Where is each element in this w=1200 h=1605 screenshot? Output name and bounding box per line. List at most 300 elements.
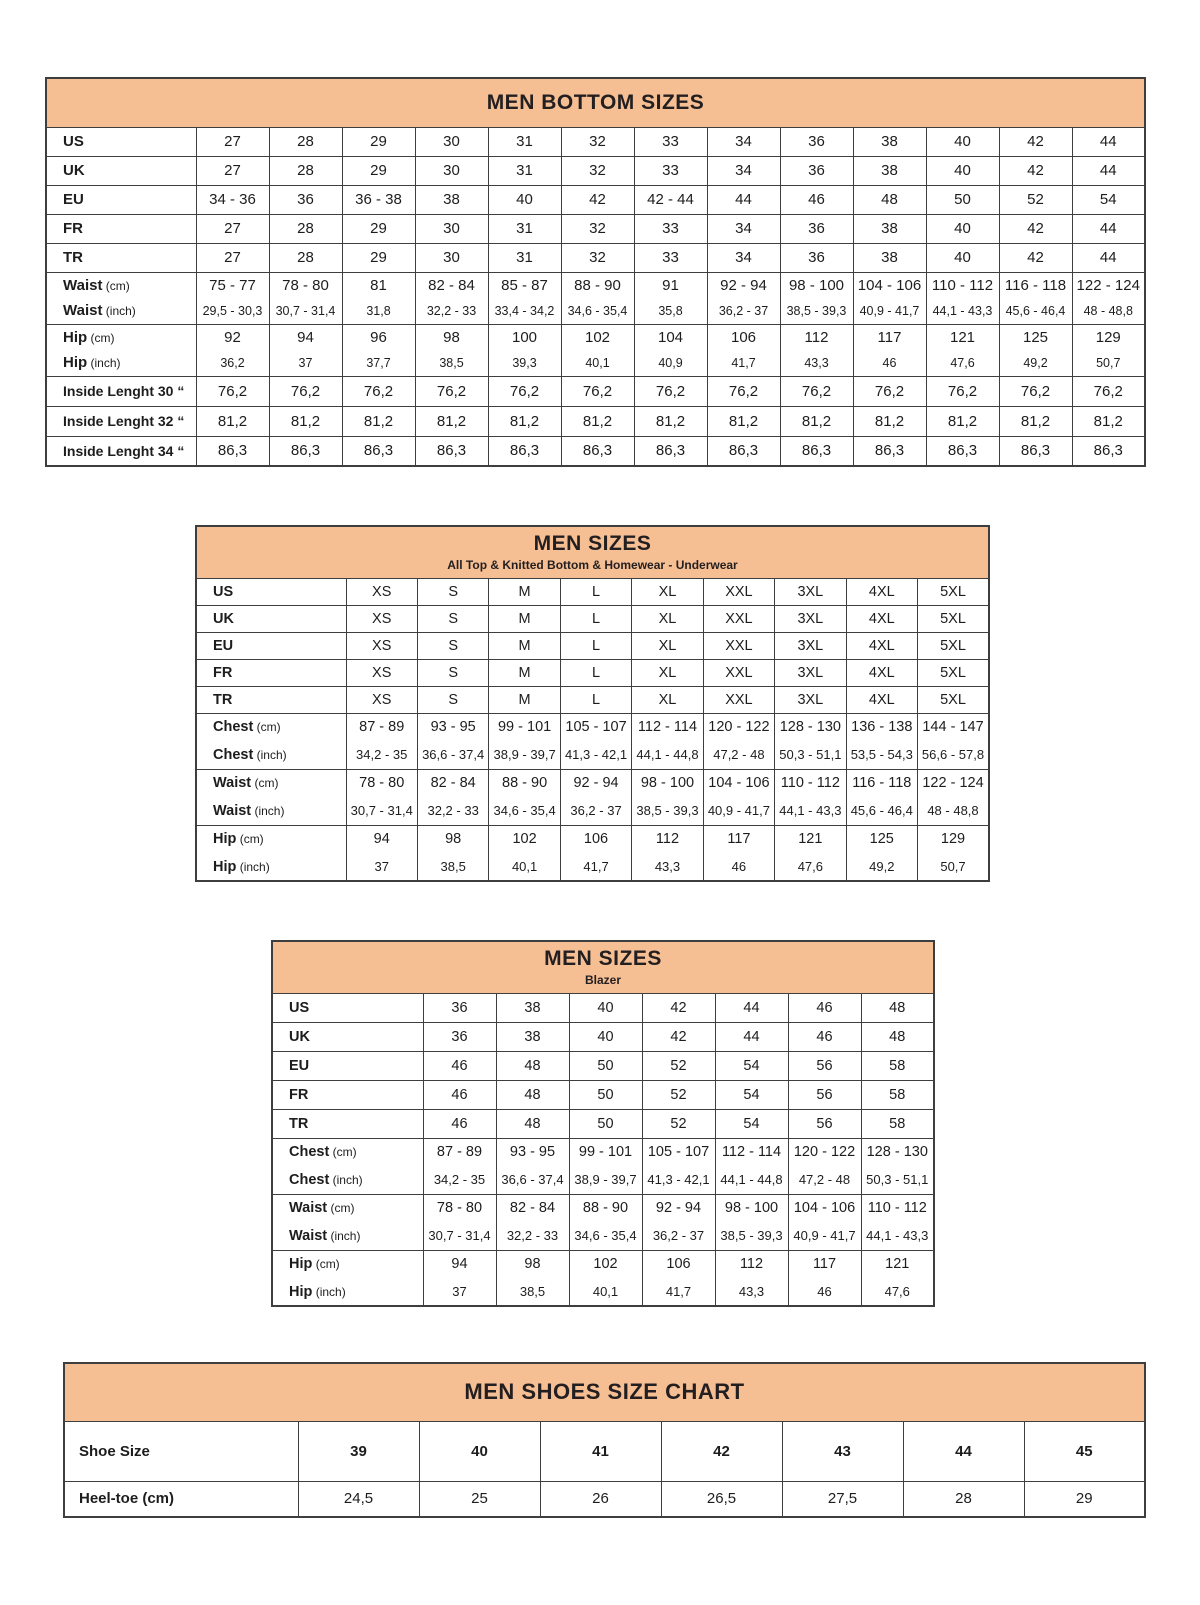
value-cell: 86,3: [1072, 436, 1145, 466]
table-row: [272, 1250, 934, 1278]
value-cell: 86,3: [196, 436, 269, 466]
value-cell: 76,2: [634, 376, 707, 406]
value-cell: 29: [342, 127, 415, 156]
value-cell: 129: [1072, 324, 1145, 350]
value-cell: 30,7 - 31,4: [346, 797, 417, 825]
value-cell: 81,2: [999, 406, 1072, 436]
value-cell: 46: [423, 1051, 496, 1080]
value-cell: 40,1: [561, 350, 634, 376]
value-cell: 44,1 - 43,3: [926, 298, 999, 324]
value-cell: 37: [423, 1278, 496, 1306]
value-cell: 46: [423, 1109, 496, 1138]
value-cell: M: [489, 632, 560, 659]
row-label: Chest (inch): [196, 741, 346, 769]
value-cell: 37: [269, 350, 342, 376]
value-cell: XXL: [703, 686, 774, 713]
value-cell: 86,3: [999, 436, 1072, 466]
value-cell: L: [560, 578, 631, 605]
row-label: Waist (inch): [272, 1222, 423, 1250]
value-cell: 87 - 89: [423, 1138, 496, 1166]
value-cell: 86,3: [488, 436, 561, 466]
value-cell: 30: [415, 127, 488, 156]
value-cell: 36: [780, 156, 853, 185]
table-row: [196, 605, 989, 632]
value-cell: 81,2: [780, 406, 853, 436]
value-cell: S: [417, 659, 488, 686]
value-cell: XL: [632, 578, 703, 605]
row-label: Heel-toe (cm): [64, 1481, 298, 1517]
value-cell: 98 - 100: [780, 272, 853, 298]
value-cell: 47,2 - 48: [788, 1166, 861, 1194]
value-cell: 32: [561, 127, 634, 156]
value-cell: 58: [861, 1109, 934, 1138]
value-cell: 3XL: [775, 632, 846, 659]
value-cell: XXL: [703, 578, 774, 605]
value-cell: 110 - 112: [775, 769, 846, 797]
value-cell: 38,9 - 39,7: [489, 741, 560, 769]
value-cell: 76,2: [561, 376, 634, 406]
value-cell: M: [489, 578, 560, 605]
value-cell: 40: [569, 993, 642, 1022]
value-cell: 4XL: [846, 686, 917, 713]
value-cell: L: [560, 686, 631, 713]
value-cell: 41,3 - 42,1: [642, 1166, 715, 1194]
value-cell: 44: [1072, 156, 1145, 185]
value-cell: 46: [423, 1080, 496, 1109]
value-cell: 112: [715, 1250, 788, 1278]
row-label: Chest (inch): [272, 1166, 423, 1194]
value-cell: XXL: [703, 659, 774, 686]
value-cell: 102: [561, 324, 634, 350]
table-row: [64, 1421, 1145, 1481]
value-cell: 36,2 - 37: [560, 797, 631, 825]
value-cell: 82 - 84: [496, 1194, 569, 1222]
value-cell: 93 - 95: [417, 713, 488, 741]
value-cell: 86,3: [561, 436, 634, 466]
table-header-row: [64, 1363, 1145, 1421]
table-row: [196, 825, 989, 853]
table-subtitle: All Top & Knitted Bottom & Homewear - Underwear: [447, 558, 738, 573]
value-cell: 36: [423, 1022, 496, 1051]
value-cell: 136 - 138: [846, 713, 917, 741]
table-row: [272, 1222, 934, 1250]
value-cell: 110 - 112: [861, 1194, 934, 1222]
row-label: Chest (cm): [196, 713, 346, 741]
value-cell: 50,3 - 51,1: [861, 1166, 934, 1194]
table-title: MEN SHOES SIZE CHART: [464, 1379, 745, 1405]
value-cell: 86,3: [780, 436, 853, 466]
row-label: Waist (cm): [272, 1194, 423, 1222]
value-cell: 34,6 - 35,4: [489, 797, 560, 825]
value-cell: 120 - 122: [788, 1138, 861, 1166]
value-cell: 38: [496, 1022, 569, 1051]
value-cell: 49,2: [846, 853, 917, 881]
value-cell: 28: [269, 156, 342, 185]
value-cell: 42: [999, 127, 1072, 156]
value-cell: 92: [196, 324, 269, 350]
value-cell: 36,2: [196, 350, 269, 376]
row-label: Shoe Size: [64, 1421, 298, 1481]
value-cell: 122 - 124: [918, 769, 990, 797]
value-cell: 28: [903, 1481, 1024, 1517]
value-cell: 43,3: [715, 1278, 788, 1306]
value-cell: XS: [346, 659, 417, 686]
value-cell: 81,2: [707, 406, 780, 436]
value-cell: 112 - 114: [715, 1138, 788, 1166]
value-cell: 38,5: [417, 853, 488, 881]
value-cell: 32: [561, 156, 634, 185]
value-cell: 43: [782, 1421, 903, 1481]
value-cell: XL: [632, 659, 703, 686]
value-cell: 44,1 - 43,3: [775, 797, 846, 825]
men-top-sizes-table: [195, 525, 990, 882]
value-cell: 36,6 - 37,4: [496, 1166, 569, 1194]
row-label: Chest (cm): [272, 1138, 423, 1166]
value-cell: 82 - 84: [417, 769, 488, 797]
value-cell: 48: [861, 1022, 934, 1051]
value-cell: 104: [634, 324, 707, 350]
value-cell: 40,1: [489, 853, 560, 881]
value-cell: 104 - 106: [853, 272, 926, 298]
value-cell: 44: [715, 1022, 788, 1051]
value-cell: 31: [488, 214, 561, 243]
row-label: Hip (cm): [272, 1250, 423, 1278]
value-cell: 92 - 94: [642, 1194, 715, 1222]
value-cell: S: [417, 632, 488, 659]
table-row: [272, 1109, 934, 1138]
value-cell: 81,2: [853, 406, 926, 436]
value-cell: 50: [569, 1109, 642, 1138]
value-cell: 100: [488, 324, 561, 350]
value-cell: 105 - 107: [560, 713, 631, 741]
table-row: [196, 769, 989, 797]
row-label: Waist (cm): [196, 769, 346, 797]
value-cell: 44,1 - 44,8: [632, 741, 703, 769]
value-cell: 5XL: [918, 659, 990, 686]
value-cell: 36,2 - 37: [707, 298, 780, 324]
value-cell: 47,6: [926, 350, 999, 376]
value-cell: 76,2: [926, 376, 999, 406]
value-cell: 99 - 101: [489, 713, 560, 741]
value-cell: 38,5 - 39,3: [780, 298, 853, 324]
value-cell: 36,2 - 37: [642, 1222, 715, 1250]
value-cell: 42: [999, 243, 1072, 272]
value-cell: 38: [853, 127, 926, 156]
value-cell: 47,2 - 48: [703, 741, 774, 769]
value-cell: 31: [488, 243, 561, 272]
row-label: UK: [196, 605, 346, 632]
value-cell: 92 - 94: [707, 272, 780, 298]
table-row: [272, 1278, 934, 1306]
value-cell: 81,2: [561, 406, 634, 436]
value-cell: 128 - 130: [861, 1138, 934, 1166]
value-cell: 4XL: [846, 632, 917, 659]
table-header: [46, 78, 1145, 127]
row-label: US: [272, 993, 423, 1022]
value-cell: 98: [415, 324, 488, 350]
value-cell: 50: [569, 1051, 642, 1080]
value-cell: XS: [346, 686, 417, 713]
value-cell: 56: [788, 1051, 861, 1080]
value-cell: 50,7: [918, 853, 990, 881]
value-cell: 4XL: [846, 659, 917, 686]
value-cell: XS: [346, 605, 417, 632]
value-cell: 30,7 - 31,4: [269, 298, 342, 324]
value-cell: 33: [634, 127, 707, 156]
value-cell: 45,6 - 46,4: [999, 298, 1072, 324]
value-cell: 75 - 77: [196, 272, 269, 298]
value-cell: XL: [632, 632, 703, 659]
value-cell: 52: [642, 1109, 715, 1138]
value-cell: 81,2: [1072, 406, 1145, 436]
value-cell: 38: [853, 156, 926, 185]
value-cell: 46: [703, 853, 774, 881]
value-cell: 98 - 100: [632, 769, 703, 797]
value-cell: 40: [569, 1022, 642, 1051]
value-cell: 106: [707, 324, 780, 350]
table-row: [46, 272, 1145, 298]
value-cell: 32,2 - 33: [496, 1222, 569, 1250]
row-label: TR: [46, 243, 196, 272]
value-cell: 86,3: [634, 436, 707, 466]
table-title: MEN SIZES: [533, 532, 652, 556]
value-cell: 104 - 106: [788, 1194, 861, 1222]
value-cell: 36: [780, 243, 853, 272]
row-label: UK: [272, 1022, 423, 1051]
value-cell: 40,9: [634, 350, 707, 376]
value-cell: XL: [632, 686, 703, 713]
value-cell: 34: [707, 127, 780, 156]
value-cell: 28: [269, 243, 342, 272]
value-cell: 43,3: [632, 853, 703, 881]
value-cell: 41,3 - 42,1: [560, 741, 631, 769]
table-row: [272, 993, 934, 1022]
value-cell: 56: [788, 1080, 861, 1109]
table-row: [46, 406, 1145, 436]
value-cell: 48: [496, 1051, 569, 1080]
table-row: [196, 797, 989, 825]
value-cell: 27: [196, 243, 269, 272]
value-cell: 36: [423, 993, 496, 1022]
value-cell: 112: [632, 825, 703, 853]
value-cell: 44: [903, 1421, 1024, 1481]
table-row: [46, 214, 1145, 243]
table-header: [272, 941, 934, 993]
value-cell: 105 - 107: [642, 1138, 715, 1166]
value-cell: XXL: [703, 605, 774, 632]
value-cell: 52: [999, 185, 1072, 214]
value-cell: 33: [634, 156, 707, 185]
value-cell: 34,2 - 35: [346, 741, 417, 769]
value-cell: 120 - 122: [703, 713, 774, 741]
value-cell: 44,1 - 43,3: [861, 1222, 934, 1250]
value-cell: 44,1 - 44,8: [715, 1166, 788, 1194]
value-cell: 121: [775, 825, 846, 853]
value-cell: 43,3: [780, 350, 853, 376]
value-cell: 82 - 84: [415, 272, 488, 298]
value-cell: 32,2 - 33: [417, 797, 488, 825]
value-cell: 98: [496, 1250, 569, 1278]
value-cell: XXL: [703, 632, 774, 659]
value-cell: 50,3 - 51,1: [775, 741, 846, 769]
value-cell: 24,5: [298, 1481, 419, 1517]
value-cell: 5XL: [918, 578, 990, 605]
row-label: Hip (inch): [46, 350, 196, 376]
value-cell: 34,2 - 35: [423, 1166, 496, 1194]
value-cell: 38: [496, 993, 569, 1022]
value-cell: 3XL: [775, 605, 846, 632]
value-cell: 40,9 - 41,7: [703, 797, 774, 825]
row-label: FR: [196, 659, 346, 686]
value-cell: 54: [1072, 185, 1145, 214]
value-cell: 44: [707, 185, 780, 214]
value-cell: 38: [415, 185, 488, 214]
table-row: [196, 741, 989, 769]
value-cell: 26: [540, 1481, 661, 1517]
value-cell: 29: [342, 156, 415, 185]
value-cell: 76,2: [342, 376, 415, 406]
value-cell: XS: [346, 578, 417, 605]
value-cell: 42: [561, 185, 634, 214]
value-cell: 76,2: [269, 376, 342, 406]
value-cell: 144 - 147: [918, 713, 990, 741]
value-cell: 116 - 118: [999, 272, 1072, 298]
value-cell: 104 - 106: [703, 769, 774, 797]
value-cell: 31: [488, 156, 561, 185]
table-title: MEN BOTTOM SIZES: [486, 90, 705, 114]
value-cell: 81,2: [196, 406, 269, 436]
value-cell: S: [417, 578, 488, 605]
value-cell: 26,5: [661, 1481, 782, 1517]
value-cell: 129: [918, 825, 990, 853]
value-cell: 102: [569, 1250, 642, 1278]
row-label: Hip (cm): [196, 825, 346, 853]
table-row: [272, 1051, 934, 1080]
value-cell: 29: [342, 214, 415, 243]
value-cell: 125: [846, 825, 917, 853]
value-cell: 102: [489, 825, 560, 853]
value-cell: 128 - 130: [775, 713, 846, 741]
value-cell: 40: [926, 156, 999, 185]
value-cell: 34: [707, 156, 780, 185]
table-row: [46, 243, 1145, 272]
value-cell: 86,3: [926, 436, 999, 466]
value-cell: 34,6 - 35,4: [569, 1222, 642, 1250]
value-cell: 34 - 36: [196, 185, 269, 214]
value-cell: 3XL: [775, 686, 846, 713]
value-cell: 25: [419, 1481, 540, 1517]
row-label: Hip (inch): [272, 1278, 423, 1306]
table-row: [46, 298, 1145, 324]
row-label: Inside Lenght 30 “: [46, 376, 196, 406]
value-cell: 30: [415, 243, 488, 272]
value-cell: XS: [346, 632, 417, 659]
value-cell: 44: [1072, 214, 1145, 243]
value-cell: 29: [342, 243, 415, 272]
value-cell: 116 - 118: [846, 769, 917, 797]
value-cell: 34: [707, 214, 780, 243]
value-cell: 88 - 90: [489, 769, 560, 797]
value-cell: 86,3: [269, 436, 342, 466]
row-label: Waist (cm): [46, 272, 196, 298]
value-cell: 34,6 - 35,4: [561, 298, 634, 324]
value-cell: 76,2: [853, 376, 926, 406]
table-header-row: [196, 526, 989, 578]
row-label: Inside Lenght 32 “: [46, 406, 196, 436]
row-label: TR: [196, 686, 346, 713]
value-cell: 42: [999, 156, 1072, 185]
value-cell: M: [489, 659, 560, 686]
row-label: US: [196, 578, 346, 605]
value-cell: 50: [569, 1080, 642, 1109]
table-row: [46, 436, 1145, 466]
value-cell: 5XL: [918, 686, 990, 713]
table-row: [46, 127, 1145, 156]
value-cell: 93 - 95: [496, 1138, 569, 1166]
value-cell: L: [560, 659, 631, 686]
value-cell: 86,3: [415, 436, 488, 466]
value-cell: 39: [298, 1421, 419, 1481]
value-cell: 4XL: [846, 578, 917, 605]
value-cell: 99 - 101: [569, 1138, 642, 1166]
value-cell: 40: [419, 1421, 540, 1481]
value-cell: 78 - 80: [423, 1194, 496, 1222]
value-cell: 40,9 - 41,7: [788, 1222, 861, 1250]
value-cell: 46: [780, 185, 853, 214]
value-cell: 29,5 - 30,3: [196, 298, 269, 324]
table-row: [272, 1080, 934, 1109]
value-cell: 94: [346, 825, 417, 853]
value-cell: 58: [861, 1051, 934, 1080]
value-cell: 37: [346, 853, 417, 881]
value-cell: 112: [780, 324, 853, 350]
table-row: [272, 1138, 934, 1166]
value-cell: 47,6: [775, 853, 846, 881]
table-subtitle: Blazer: [584, 973, 622, 988]
table-row: [46, 185, 1145, 214]
value-cell: 36 - 38: [342, 185, 415, 214]
value-cell: 38: [853, 243, 926, 272]
value-cell: 117: [853, 324, 926, 350]
value-cell: 30,7 - 31,4: [423, 1222, 496, 1250]
value-cell: 38,5: [496, 1278, 569, 1306]
value-cell: 85 - 87: [488, 272, 561, 298]
value-cell: 45: [1024, 1421, 1145, 1481]
value-cell: 121: [861, 1250, 934, 1278]
value-cell: 48 - 48,8: [1072, 298, 1145, 324]
value-cell: 81,2: [488, 406, 561, 436]
table-row: [272, 1194, 934, 1222]
value-cell: 42: [661, 1421, 782, 1481]
value-cell: 81: [342, 272, 415, 298]
row-label: Waist (inch): [196, 797, 346, 825]
value-cell: 3XL: [775, 578, 846, 605]
value-cell: 28: [269, 214, 342, 243]
value-cell: 98 - 100: [715, 1194, 788, 1222]
value-cell: 33: [634, 214, 707, 243]
value-cell: 50: [926, 185, 999, 214]
value-cell: 28: [269, 127, 342, 156]
table-title: MEN SIZES: [544, 947, 662, 971]
value-cell: 5XL: [918, 605, 990, 632]
value-cell: 88 - 90: [569, 1194, 642, 1222]
value-cell: 38,5 - 39,3: [715, 1222, 788, 1250]
value-cell: 96: [342, 324, 415, 350]
table-row: [196, 713, 989, 741]
value-cell: 33,4 - 34,2: [488, 298, 561, 324]
table-row: [196, 853, 989, 881]
value-cell: 48: [861, 993, 934, 1022]
